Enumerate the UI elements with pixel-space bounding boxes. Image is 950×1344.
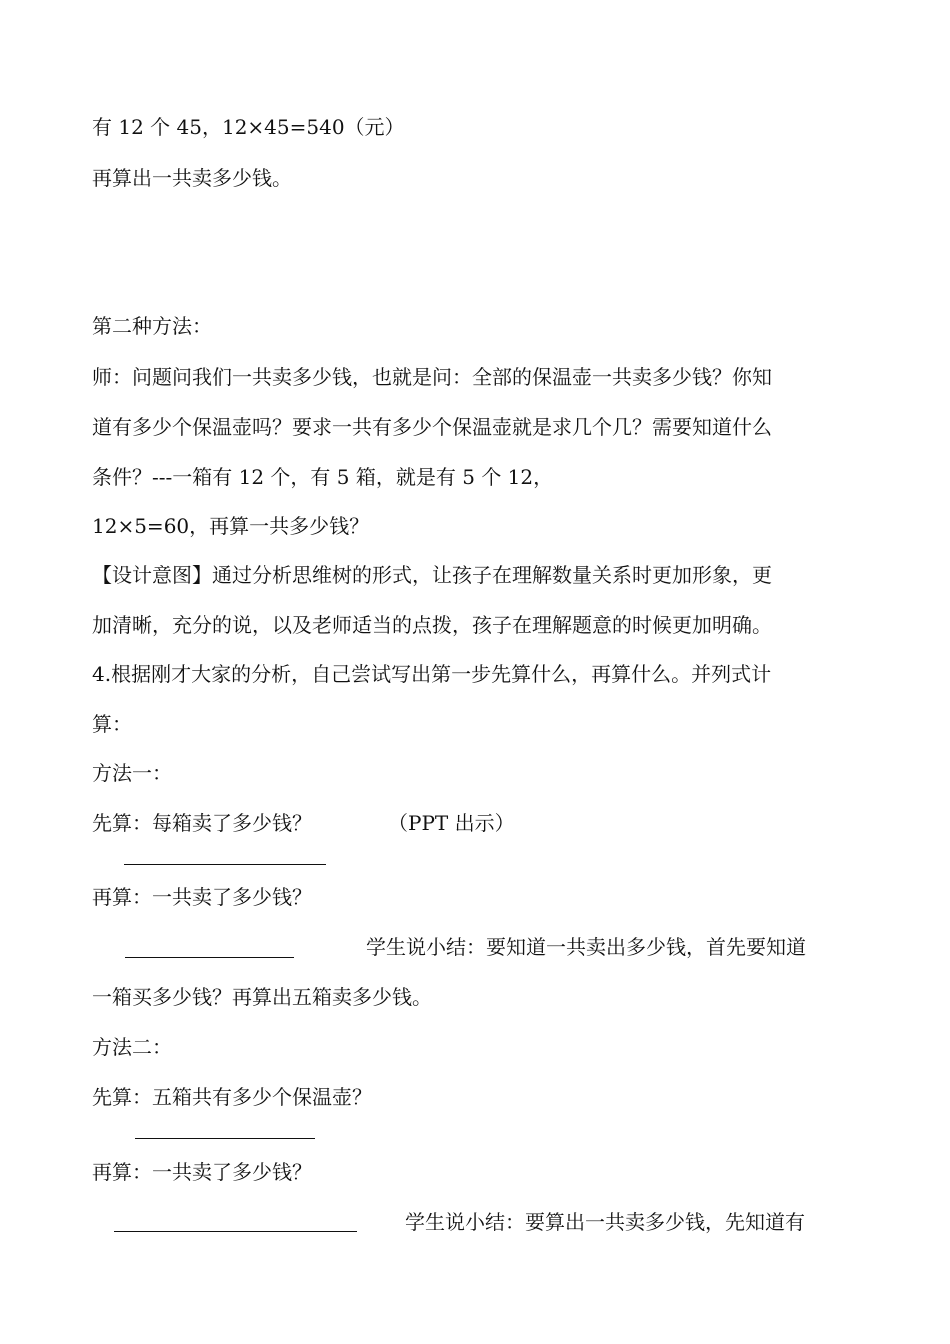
method-one-first-step: 先算：每箱卖了多少钱？ [92,811,312,835]
answer-blank-2 [125,957,294,958]
design-intent-line-1: 【设计意图】通过分析思维树的形式，让孩子在理解数量关系时更加形象，更 [92,563,772,587]
student-summary-2: 学生说小结：要算出一共卖多少钱，先知道有 [405,1210,805,1234]
text-line-teacher-3: 条件？---一箱有 12 个，有 5 箱，就是有 5 个 12， [92,465,554,489]
step-4-line-1: 4.根据刚才大家的分析，自己尝试写出第一步先算什么，再算什么。并列式计 [92,662,772,686]
method-two-first-step: 先算：五箱共有多少个保温壶？ [92,1085,372,1109]
section-heading-method-two: 第二种方法： [92,314,212,338]
method-two-second-step: 再算：一共卖了多少钱？ [92,1160,312,1184]
answer-blank-3 [135,1138,315,1139]
method-one-heading: 方法一： [92,761,172,785]
text-line-teacher-2: 道有多少个保温壶吗？要求一共有多少个保温壶就是求几个几？需要知道什么 [92,415,772,439]
design-intent-line-2: 加清晰，充分的说，以及老师适当的点拨，孩子在理解题意的时候更加明确。 [92,613,772,637]
ppt-note: （PPT 出示） [388,811,515,835]
student-summary-1-continued: 一箱买多少钱？再算出五箱卖多少钱。 [92,985,432,1009]
text-line-2: 再算出一共卖多少钱。 [92,166,292,190]
text-line-teacher-1: 师：问题问我们一共卖多少钱，也就是问：全部的保温壶一共卖多少钱？你知 [92,365,772,389]
answer-blank-4 [114,1231,357,1232]
step-4-line-2: 算： [92,712,132,736]
answer-blank-1 [124,864,326,865]
student-summary-1: 学生说小结：要知道一共卖出多少钱，首先要知道 [366,935,806,959]
text-line-1: 有 12 个 45，12×45=540（元） [92,115,405,139]
method-two-heading: 方法二： [92,1035,172,1059]
text-line-teacher-4: 12×5=60，再算一共多少钱？ [92,514,370,538]
method-one-second-step: 再算：一共卖了多少钱？ [92,885,312,909]
